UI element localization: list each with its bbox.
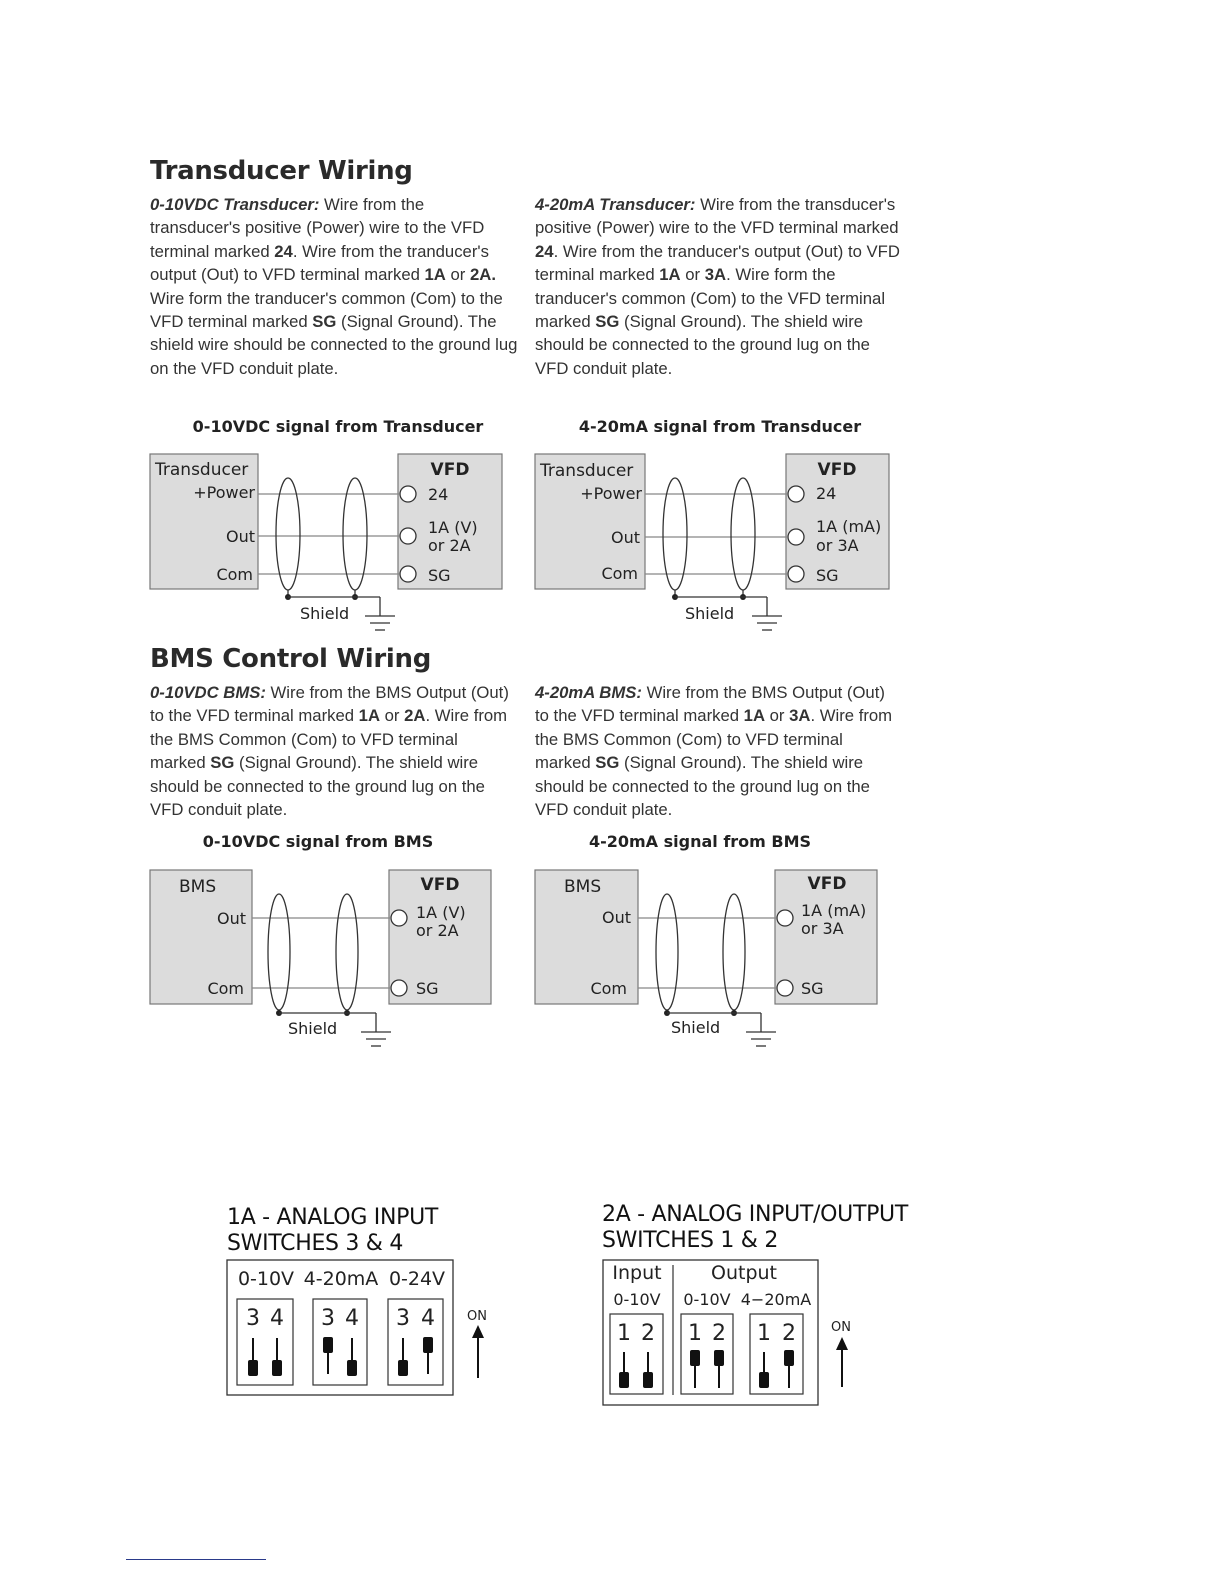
shield-loop-left xyxy=(656,894,678,1010)
svg-text:3: 3 xyxy=(396,1306,410,1331)
dip-switch-on xyxy=(784,1350,794,1366)
dip-switch-off xyxy=(248,1360,258,1376)
terminal-input-alt-label: or 2A xyxy=(428,536,471,555)
bms-0-10vdc-paragraph: 0-10VDC BMS: Wire from the BMS Output (Out) to the VFD terminal marked 1A or 2A. Wire from the BMS Common (Com) to VFD terminal marked SG (Signal Ground). The shield wire should be connected to the ground lug on the VFD conduit plate. xyxy=(150,683,509,820)
paragraph-lead: 0-10VDC Transducer: xyxy=(150,195,320,214)
transducer-4-20ma-diagram-title: 4-20mA signal from Transducer xyxy=(578,417,862,436)
dip-switch-off xyxy=(643,1372,653,1388)
svg-text:2: 2 xyxy=(782,1321,796,1346)
dip-switch-on xyxy=(690,1350,700,1366)
svg-text:2: 2 xyxy=(712,1321,726,1346)
out-label: Out xyxy=(225,527,255,546)
com-label: Com xyxy=(590,979,627,998)
shield-loop-left xyxy=(663,478,687,590)
device-label: Transducer xyxy=(540,461,634,481)
shield-label: Shield xyxy=(671,1018,721,1037)
terminal-input-label: 1A (V) xyxy=(416,903,466,922)
terminal-1a xyxy=(788,529,804,545)
transducer-0-10vdc-paragraph: 0-10VDC Transducer: Wire from the transducer's positive (Power) wire to the VFD terminal marked 24. Wire from the tranducer's output (Out) to VFD terminal marked 1A or 2A. Wire form the tranducer's common (Com) to the VFD terminal marked SG (Signal Ground). The shield wire should be connected to the ground lug on the VFD conduit plate. xyxy=(150,195,518,378)
terminal-24-label: 24 xyxy=(816,484,837,503)
bms-control-wiring-heading: BMS Control Wiring xyxy=(150,644,432,674)
vfd-label: VFD xyxy=(807,874,847,894)
svg-text:3: 3 xyxy=(321,1306,335,1331)
dip-switch-on xyxy=(423,1337,433,1353)
vfd-label: VFD xyxy=(817,460,857,480)
switch-1a-col-0-10v: 0-10V xyxy=(237,1268,295,1290)
switch-2a-col-output-4-20ma: 4−20mA xyxy=(740,1290,812,1309)
terminal-input-alt-label: or 2A xyxy=(416,921,459,940)
terminal-sg xyxy=(788,566,804,582)
vfd-label: VFD xyxy=(430,460,470,480)
vfd-label: VFD xyxy=(420,875,460,895)
svg-text:3: 3 xyxy=(246,1306,260,1331)
terminal-1a xyxy=(777,910,793,926)
paragraph-lead: 4-20mA Transducer: xyxy=(535,195,696,214)
svg-text:1: 1 xyxy=(617,1321,631,1346)
switch-2a-diagram xyxy=(600,1257,860,1409)
transducer-0-10vdc-diagram-title: 0-10VDC signal from Transducer xyxy=(192,417,484,436)
switch-2a-col-output-0-10v: 0-10V xyxy=(683,1290,731,1309)
terminal-input-alt-label: or 3A xyxy=(816,536,859,555)
terminal-sg-label: SG xyxy=(428,566,451,585)
switch-1a-col-0-24v: 0-24V xyxy=(388,1268,446,1290)
dip-switch-on xyxy=(323,1337,333,1353)
shield-loop-right xyxy=(336,894,358,1010)
bms-0-10vdc-wiring-diagram xyxy=(148,866,498,1062)
shield-loop-right xyxy=(343,478,367,590)
switch-1a-diagram xyxy=(224,1257,496,1399)
out-label: Out xyxy=(601,908,631,927)
svg-text:1: 1 xyxy=(757,1321,771,1346)
com-label: Com xyxy=(216,565,253,584)
terminal-1a xyxy=(391,910,407,926)
dip-switch-off xyxy=(759,1372,769,1388)
terminal-sg-label: SG xyxy=(801,979,824,998)
bms-4-20ma-wiring-diagram xyxy=(533,866,883,1062)
switch-1a-title: 1A - ANALOG INPUT SWITCHES 3 & 4 xyxy=(227,1205,439,1256)
paragraph-lead: 4-20mA BMS: xyxy=(535,683,642,702)
out-label: Out xyxy=(216,909,246,928)
power-label: +Power xyxy=(193,483,255,502)
device-label: BMS xyxy=(564,877,602,897)
dip-switch-off xyxy=(347,1360,357,1376)
switch-2a-output-label: Output xyxy=(711,1262,777,1284)
shield-loop-left xyxy=(276,478,300,590)
shield-label: Shield xyxy=(685,604,735,623)
shield-label: Shield xyxy=(288,1019,338,1038)
switch-2a-input-label: Input xyxy=(612,1262,662,1284)
terminal-input-label: 1A (mA) xyxy=(801,901,867,920)
svg-text:4: 4 xyxy=(345,1306,359,1331)
footnote-separator-line xyxy=(126,1559,266,1560)
shield-loop-right xyxy=(723,894,745,1010)
com-label: Com xyxy=(207,979,244,998)
terminal-input-label: 1A (mA) xyxy=(816,517,882,536)
on-arrow-icon xyxy=(472,1325,484,1338)
terminal-24-label: 24 xyxy=(428,485,449,504)
shield-loop-left xyxy=(268,894,290,1010)
terminal-input-alt-label: or 3A xyxy=(801,919,844,938)
svg-text:4: 4 xyxy=(270,1306,284,1331)
on-label: ON xyxy=(467,1309,487,1324)
on-arrow-icon xyxy=(836,1337,848,1350)
switch-2a-col-input-0-10v: 0-10V xyxy=(613,1290,661,1309)
out-label: Out xyxy=(610,528,640,547)
bms-4-20ma-diagram-title: 4-20mA signal from BMS xyxy=(588,832,812,851)
terminal-sg xyxy=(391,980,407,996)
dip-switch-off xyxy=(398,1360,408,1376)
svg-text:2: 2 xyxy=(641,1321,655,1346)
on-label: ON xyxy=(831,1320,851,1335)
transducer-4-20ma-wiring-diagram xyxy=(533,450,895,642)
dip-switch-on xyxy=(714,1350,724,1366)
com-label: Com xyxy=(601,564,638,583)
terminal-sg-label: SG xyxy=(816,566,839,585)
switch-2a-title: 2A - ANALOG INPUT/OUTPUT SWITCHES 1 & 2 xyxy=(602,1202,908,1253)
terminal-24 xyxy=(400,486,416,502)
shield-label: Shield xyxy=(300,604,350,623)
terminal-sg xyxy=(777,980,793,996)
terminal-input-label: 1A (V) xyxy=(428,518,478,537)
svg-text:1: 1 xyxy=(688,1321,702,1346)
dip-switch-off xyxy=(272,1360,282,1376)
terminal-sg xyxy=(400,566,416,582)
transducer-4-20ma-paragraph: 4-20mA Transducer: Wire from the transducer's positive (Power) wire to the VFD terminal marked 24. Wire from the tranducer's output (Out) to VFD terminal marked 1A or 3A. Wire form the tranducer's common (Com) to the VFD terminal marked SG (Signal Ground). The shield wire should be connected to the ground lug on the VFD conduit plate. xyxy=(535,195,900,378)
transducer-0-10vdc-wiring-diagram xyxy=(148,450,508,642)
transducer-wiring-heading: Transducer Wiring xyxy=(150,156,413,186)
terminal-1a xyxy=(400,528,416,544)
switch-1a-col-4-20ma: 4-20mA xyxy=(303,1268,379,1290)
bms-0-10vdc-diagram-title: 0-10VDC signal from BMS xyxy=(202,832,434,851)
power-label: +Power xyxy=(580,484,642,503)
paragraph-lead: 0-10VDC BMS: xyxy=(150,683,266,702)
bms-4-20ma-paragraph: 4-20mA BMS: Wire from the BMS Output (Out) to the VFD terminal marked 1A or 3A. Wire from the BMS Common (Com) to VFD terminal marked SG (Signal Ground). The shield wire should be connected to the ground lug on the VFD conduit plate. xyxy=(535,683,893,820)
terminal-sg-label: SG xyxy=(416,979,439,998)
svg-text:4: 4 xyxy=(421,1306,435,1331)
device-label: Transducer xyxy=(155,460,249,480)
shield-loop-right xyxy=(731,478,755,590)
dip-switch-off xyxy=(619,1372,629,1388)
terminal-24 xyxy=(788,486,804,502)
device-label: BMS xyxy=(179,877,217,897)
